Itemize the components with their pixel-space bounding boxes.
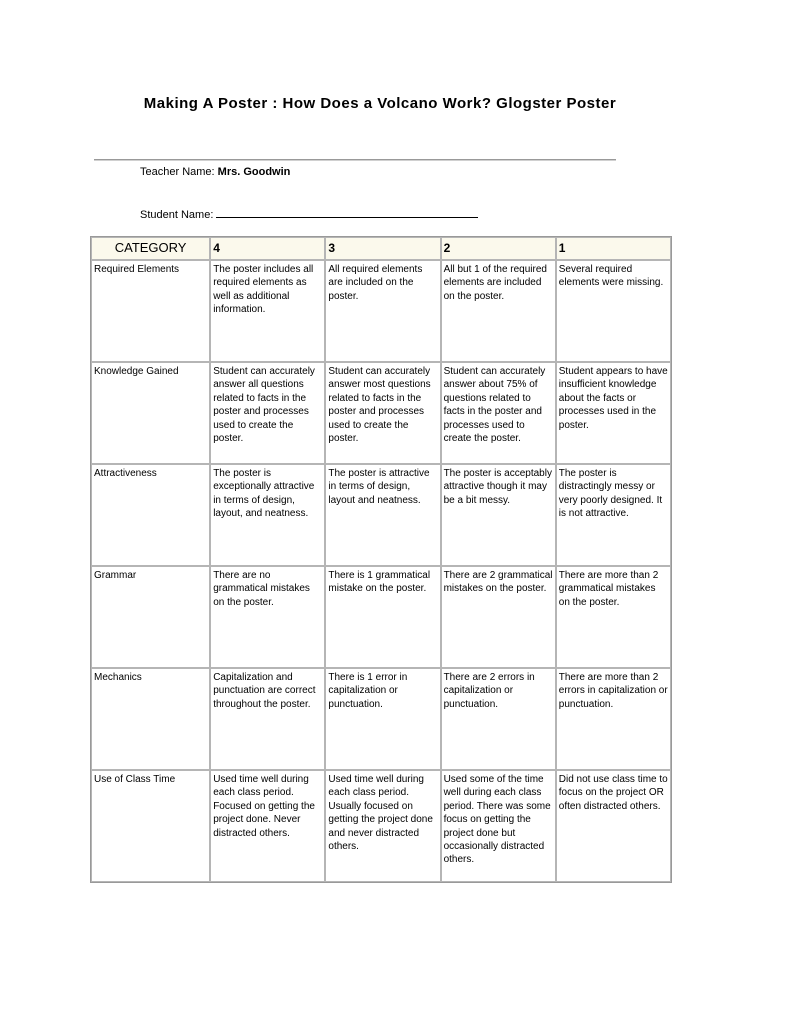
rubric-cell: There is 1 grammatical mistake on the poster.	[325, 566, 440, 668]
rubric-cell: Did not use class time to focus on the project OR often distracted others.	[556, 770, 671, 882]
rubric-cell: There is 1 error in capitalization or punctuation.	[325, 668, 440, 770]
header-score-3: 3	[325, 237, 440, 260]
rubric-cell: Used time well during each class period. Usually focused on getting the project done and never distracted others.	[325, 770, 440, 882]
teacher-name-label: Teacher Name:	[140, 166, 215, 178]
row-category: Required Elements	[91, 260, 210, 362]
rubric-cell: Student appears to have insufficient knowledge about the facts or processes used in the poster.	[556, 362, 671, 464]
teacher-name-line	[140, 166, 290, 178]
rubric-cell: Student can accurately answer most questions related to facts in the poster and processes used to create the poster.	[325, 362, 440, 464]
rubric-cell: The poster is distractingly messy or very poorly designed. It is not attractive.	[556, 464, 671, 566]
rubric-cell: Several required elements were missing.	[556, 260, 671, 362]
rubric-cell: All required elements are included on the poster.	[325, 260, 440, 362]
student-name-blank	[216, 207, 478, 218]
table-row	[91, 260, 671, 362]
document-title: Making A Poster : How Does a Volcano Work? Glogster Poster	[143, 95, 617, 112]
rubric-cell: There are more than 2 grammatical mistakes on the poster.	[556, 566, 671, 668]
row-category: Use of Class Time	[91, 770, 210, 882]
row-category: Knowledge Gained	[91, 362, 210, 464]
row-category: Attractiveness	[91, 464, 210, 566]
rubric-cell: Student can accurately answer all questions related to facts in the poster and processes used to create the poster.	[210, 362, 325, 464]
rubric-cell: The poster includes all required elements as well as additional information.	[210, 260, 325, 362]
rubric-cell: The poster is acceptably attractive though it may be a bit messy.	[441, 464, 556, 566]
student-name-line	[140, 207, 478, 221]
rubric-cell: Used some of the time well during each class period. There was some focus on getting the project done but occasionally distracted others.	[441, 770, 556, 882]
rubric-cell: There are no grammatical mistakes on the poster.	[210, 566, 325, 668]
header-score-4: 4	[210, 237, 325, 260]
rubric-header-row	[91, 237, 671, 260]
student-name-label: Student Name:	[140, 209, 214, 221]
rubric-cell: The poster is attractive in terms of design, layout and neatness.	[325, 464, 440, 566]
row-category: Mechanics	[91, 668, 210, 770]
rubric-cell: The poster is exceptionally attractive in terms of design, layout, and neatness.	[210, 464, 325, 566]
row-category: Grammar	[91, 566, 210, 668]
header-score-2: 2	[441, 237, 556, 260]
table-row	[91, 464, 671, 566]
rubric-cell: Used time well during each class period. Focused on getting the project done. Never distracted others.	[210, 770, 325, 882]
rubric-cell: There are more than 2 errors in capitalization or punctuation.	[556, 668, 671, 770]
header-score-1: 1	[556, 237, 671, 260]
rubric-cell: All but 1 of the required elements are included on the poster.	[441, 260, 556, 362]
rubric-cell: There are 2 errors in capitalization or punctuation.	[441, 668, 556, 770]
table-row	[91, 668, 671, 770]
table-row	[91, 362, 671, 464]
table-row	[91, 770, 671, 882]
rubric-cell: Capitalization and punctuation are correct throughout the poster.	[210, 668, 325, 770]
table-row	[91, 566, 671, 668]
rubric-cell: Student can accurately answer about 75% of questions related to facts in the poster and processes used to create the poster.	[441, 362, 556, 464]
header-divider	[94, 159, 616, 161]
teacher-name-value: Mrs. Goodwin	[217, 166, 291, 178]
rubric-cell: There are 2 grammatical mistakes on the poster.	[441, 566, 556, 668]
rubric-table	[90, 236, 672, 883]
header-category: CATEGORY	[91, 237, 210, 260]
